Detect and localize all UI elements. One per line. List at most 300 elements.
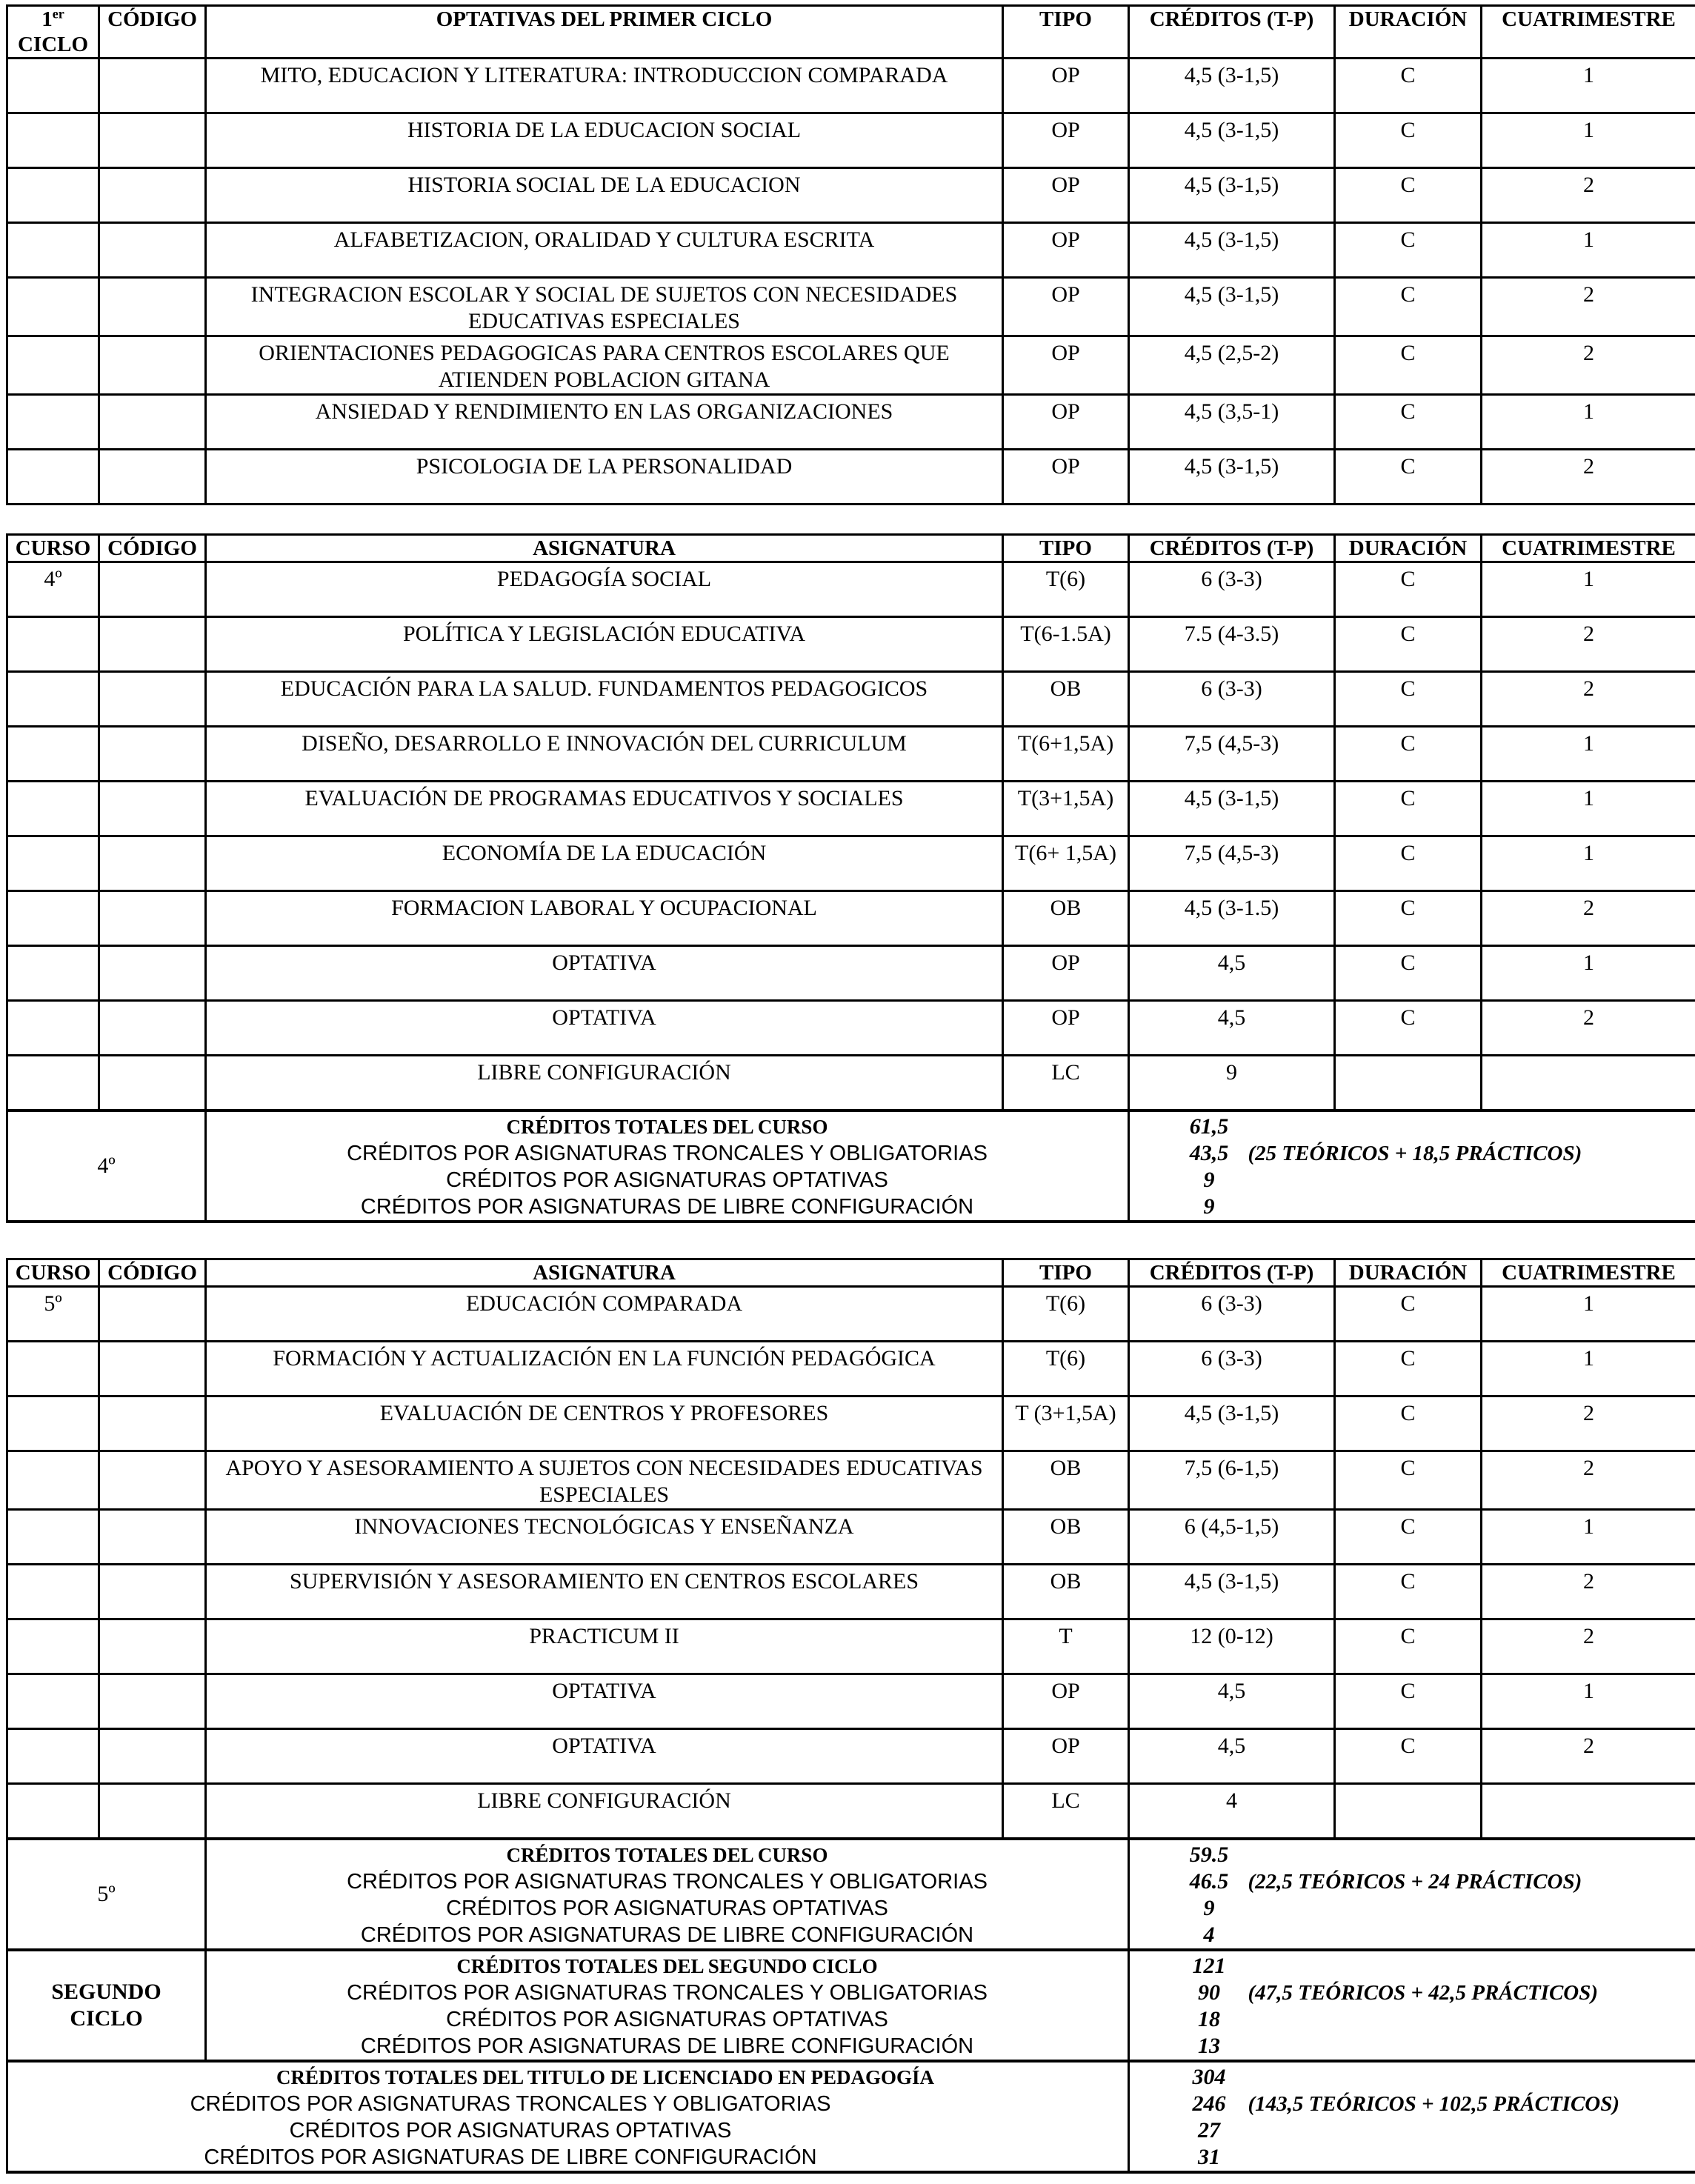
cell-duracion [1335,1056,1482,1111]
summary-lines [206,1839,1129,1950]
summary-label-line2: CICLO [70,2005,143,2031]
cell-curso: 5º [7,1287,99,1342]
cell-codigo [99,1451,206,1510]
table-row [7,1619,1695,1674]
cell-asignatura: MITO, EDUCACION Y LITERATURA: INTRODUCCION COMPARADA [206,59,1003,113]
summary-line-optativas: CRÉDITOS POR ASIGNATURAS OPTATIVAS [289,2118,732,2143]
cell-curso [7,946,99,1001]
summary-values [1129,1839,1695,1950]
table-row [7,113,1695,168]
summary-line-libre: CRÉDITOS POR ASIGNATURAS DE LIBRE CONFIGURACIÓN [360,1922,974,1947]
cell-tipo: LC [1003,1784,1129,1839]
cell-cuatrimestre: 1 [1482,59,1695,113]
cell-codigo [99,1001,206,1056]
cell-asignatura: INTEGRACION ESCOLAR Y SOCIAL DE SUJETOS CON NECESIDADES EDUCATIVAS ESPECIALES [206,278,1003,336]
cell-codigo [99,1784,206,1839]
cell-creditos: 7.5 (4-3.5) [1129,617,1335,672]
cell-codigo [99,450,206,505]
summary-label [7,1950,206,2061]
cell-cuatrimestre: 2 [1482,1451,1695,1510]
cell-creditos: 6 (4,5-1,5) [1129,1510,1335,1565]
cell-duracion: C [1335,1451,1482,1510]
cell-duracion: C [1335,278,1482,336]
cell-duracion: C [1335,336,1482,395]
cell-asignatura: EVALUACIÓN DE PROGRAMAS EDUCATIVOS Y SOCIALES [206,782,1003,836]
cell-codigo [99,782,206,836]
cell-tipo: OP [1003,1729,1129,1784]
cell-tipo: OB [1003,1451,1129,1510]
cell-asignatura: OPTATIVA [206,946,1003,1001]
cuarto-curso-table [6,533,1695,1223]
cell-duracion: C [1335,562,1482,617]
cell-asignatura: LIBRE CONFIGURACIÓN [206,1784,1003,1839]
cell-duracion: C [1335,672,1482,727]
cell-creditos: 4,5 (3-1,5) [1129,278,1335,336]
table-row [7,1342,1695,1396]
table-header-row [7,6,1695,59]
summary-value-optativas: 27 [1198,2117,1220,2143]
cell-tipo: T(6) [1003,1342,1129,1396]
cell-duracion: C [1335,1396,1482,1451]
cell-asignatura: ANSIEDAD Y RENDIMIENTO EN LAS ORGANIZACIONES [206,395,1003,450]
cell-asignatura: FORMACION LABORAL Y OCUPACIONAL [206,891,1003,946]
cell-creditos: 4 [1129,1784,1335,1839]
cell-codigo [99,395,206,450]
table-row [7,836,1695,891]
cell-curso [7,1396,99,1451]
cell-creditos: 4,5 (3-1,5) [1129,223,1335,278]
cell-duracion: C [1335,1674,1482,1729]
summary-line-total: CRÉDITOS TOTALES DEL SEGUNDO CICLO [456,1954,878,1977]
cell-codigo [99,1510,206,1565]
cell-codigo [99,946,206,1001]
cell-curso [7,836,99,891]
cell-curso [7,395,99,450]
summary-line-troncales: CRÉDITOS POR ASIGNATURAS TRONCALES Y OBLIGATORIAS [347,1869,988,1894]
cell-codigo [99,113,206,168]
cell-codigo [99,617,206,672]
cell-creditos: 4,5 (3-1,5) [1129,113,1335,168]
table-row [7,1056,1695,1111]
cell-creditos: 4,5 [1129,1001,1335,1056]
header-asignatura: ASIGNATURA [206,535,1003,562]
cell-tipo: OP [1003,1001,1129,1056]
header-codigo: CÓDIGO [99,1259,206,1287]
cell-tipo: OP [1003,59,1129,113]
summary-value-optativas: 18 [1198,2006,1220,2031]
cell-curso [7,1451,99,1510]
header-creditos: CRÉDITOS (T-P) [1129,535,1335,562]
header-tipo: TIPO [1003,1259,1129,1287]
cell-cuatrimestre: 1 [1482,727,1695,782]
header-duracion: DURACIÓN [1335,6,1482,59]
summary-value-total: 304 [1192,2064,1226,2089]
header-codigo: CÓDIGO [99,6,206,59]
cell-asignatura: ALFABETIZACION, ORALIDAD Y CULTURA ESCRITA [206,223,1003,278]
summary-line-troncales: CRÉDITOS POR ASIGNATURAS TRONCALES Y OBLIGATORIAS [347,1980,988,2005]
cell-cuatrimestre: 1 [1482,562,1695,617]
cell-asignatura: HISTORIA DE LA EDUCACION SOCIAL [206,113,1003,168]
summary-line-libre: CRÉDITOS POR ASIGNATURAS DE LIBRE CONFIGURACIÓN [360,1194,974,1219]
cell-codigo [99,562,206,617]
cell-curso [7,891,99,946]
cell-creditos: 6 (3-3) [1129,1287,1335,1342]
cell-tipo: T(6+1,5A) [1003,727,1129,782]
cell-cuatrimestre: 1 [1482,782,1695,836]
cell-duracion: C [1335,891,1482,946]
cell-codigo [99,223,206,278]
cell-duracion: C [1335,450,1482,505]
cell-asignatura: ORIENTACIONES PEDAGOGICAS PARA CENTROS ESCOLARES QUE ATIENDEN POBLACION GITANA [206,336,1003,395]
cell-codigo [99,1619,206,1674]
table-row [7,1674,1695,1729]
cell-asignatura: PRACTICUM II [206,1619,1003,1674]
table-row [7,168,1695,223]
cell-asignatura: PSICOLOGIA DE LA PERSONALIDAD [206,450,1003,505]
cell-curso [7,782,99,836]
cell-curso [7,1510,99,1565]
table-row [7,1001,1695,1056]
cell-creditos: 6 (3-3) [1129,672,1335,727]
cell-cuatrimestre: 2 [1482,1619,1695,1674]
summary-value-troncales: 46.5 [1189,1868,1229,1894]
cell-duracion: C [1335,1565,1482,1619]
summary-values [1129,2061,1695,2172]
cell-curso [7,450,99,505]
cell-codigo [99,1056,206,1111]
cell-curso [7,168,99,223]
cell-asignatura: OPTATIVA [206,1001,1003,1056]
summary-values [1129,1111,1695,1222]
cell-duracion: C [1335,1287,1482,1342]
table-row [7,727,1695,782]
table-row [7,223,1695,278]
cell-cuatrimestre: 1 [1482,113,1695,168]
header-cuatrimestre: CUATRIMESTRE [1482,1259,1695,1287]
cell-asignatura: ECONOMÍA DE LA EDUCACIÓN [206,836,1003,891]
cell-tipo: OP [1003,395,1129,450]
cell-curso [7,223,99,278]
cell-codigo [99,727,206,782]
summary-line-total: CRÉDITOS TOTALES DEL CURSO [506,1115,828,1138]
summary-lines [206,1950,1129,2061]
cell-cuatrimestre: 2 [1482,891,1695,946]
cell-cuatrimestre: 2 [1482,1001,1695,1056]
cell-creditos: 4,5 [1129,1729,1335,1784]
cell-duracion: C [1335,1001,1482,1056]
cell-tipo: T (3+1,5A) [1003,1396,1129,1451]
cell-tipo: OP [1003,223,1129,278]
cell-codigo [99,168,206,223]
table-row [7,336,1695,395]
cell-codigo [99,672,206,727]
table-row [7,450,1695,505]
cell-cuatrimestre: 1 [1482,395,1695,450]
cell-tipo: T(6+ 1,5A) [1003,836,1129,891]
header-curso: CURSO [7,1259,99,1287]
table-row [7,946,1695,1001]
cell-cuatrimestre: 2 [1482,336,1695,395]
cell-tipo: OB [1003,672,1129,727]
table-header-row [7,535,1695,562]
cell-duracion: C [1335,59,1482,113]
cell-duracion: C [1335,1342,1482,1396]
cell-asignatura: PEDAGOGÍA SOCIAL [206,562,1003,617]
cell-creditos: 7,5 (4,5-3) [1129,727,1335,782]
cell-codigo [99,1565,206,1619]
header-creditos: CRÉDITOS (T-P) [1129,6,1335,59]
cell-tipo: OP [1003,1674,1129,1729]
table-row [7,278,1695,336]
cell-curso [7,1342,99,1396]
cell-asignatura: HISTORIA SOCIAL DE LA EDUCACION [206,168,1003,223]
cell-cuatrimestre: 2 [1482,278,1695,336]
cell-cuatrimestre: 2 [1482,617,1695,672]
quinto-curso-table [6,1258,1695,2174]
cell-cuatrimestre: 1 [1482,946,1695,1001]
table-row [7,617,1695,672]
cell-creditos: 12 (0-12) [1129,1619,1335,1674]
cell-asignatura: OPTATIVA [206,1674,1003,1729]
cell-creditos: 6 (3-3) [1129,1342,1335,1396]
summary-cuarto-curso [7,1111,1695,1222]
cell-asignatura: EVALUACIÓN DE CENTROS Y PROFESORES [206,1396,1003,1451]
summary-label-line1: SEGUNDO [51,1979,161,2004]
optativas-primer-ciclo-table [6,4,1695,505]
cell-curso [7,1674,99,1729]
header-tipo: TIPO [1003,535,1129,562]
cell-curso [7,617,99,672]
summary-line-libre: CRÉDITOS POR ASIGNATURAS DE LIBRE CONFIGURACIÓN [204,2145,817,2169]
summary-label: 5º [7,1839,206,1950]
cell-codigo [99,836,206,891]
cell-tipo: OP [1003,450,1129,505]
cell-creditos: 6 (3-3) [1129,562,1335,617]
cell-duracion: C [1335,1510,1482,1565]
cell-tipo: OB [1003,1510,1129,1565]
header-duracion: DURACIÓN [1335,1259,1482,1287]
table-row [7,395,1695,450]
cell-curso [7,727,99,782]
cell-duracion: C [1335,395,1482,450]
cell-tipo: OP [1003,946,1129,1001]
cell-cuatrimestre: 2 [1482,672,1695,727]
cell-duracion: C [1335,168,1482,223]
cell-asignatura: EDUCACIÓN COMPARADA [206,1287,1003,1342]
table-row [7,562,1695,617]
cell-duracion: C [1335,946,1482,1001]
cell-codigo [99,1729,206,1784]
cell-tipo: T(6) [1003,1287,1129,1342]
header-duracion: DURACIÓN [1335,535,1482,562]
cell-asignatura: FORMACIÓN Y ACTUALIZACIÓN EN LA FUNCIÓN PEDAGÓGICA [206,1342,1003,1396]
cell-asignatura: LIBRE CONFIGURACIÓN [206,1056,1003,1111]
cell-creditos: 7,5 (4,5-3) [1129,836,1335,891]
cell-asignatura: POLÍTICA Y LEGISLACIÓN EDUCATIVA [206,617,1003,672]
cell-creditos: 4,5 [1129,946,1335,1001]
summary-line-optativas: CRÉDITOS POR ASIGNATURAS OPTATIVAS [446,2007,888,2031]
cell-creditos: 9 [1129,1056,1335,1111]
cell-duracion: C [1335,836,1482,891]
cell-curso [7,336,99,395]
cell-codigo [99,278,206,336]
cell-tipo: OB [1003,1565,1129,1619]
cell-curso [7,1056,99,1111]
cell-cuatrimestre: 1 [1482,1342,1695,1396]
cell-tipo: T(6-1.5A) [1003,617,1129,672]
summary-value-troncales: 43,5 [1189,1140,1229,1165]
cell-cuatrimestre [1482,1056,1695,1111]
cell-creditos: 7,5 (6-1,5) [1129,1451,1335,1510]
cell-cuatrimestre [1482,1784,1695,1839]
cell-curso [7,59,99,113]
table-header-row [7,1259,1695,1287]
table-row [7,1784,1695,1839]
cell-duracion: C [1335,113,1482,168]
cell-curso [7,672,99,727]
cell-duracion: C [1335,782,1482,836]
cell-asignatura: EDUCACIÓN PARA LA SALUD. FUNDAMENTOS PEDAGOGICOS [206,672,1003,727]
cell-creditos: 4,5 (3-1,5) [1129,1396,1335,1451]
cell-curso [7,1619,99,1674]
cell-creditos: 4,5 (2,5-2) [1129,336,1335,395]
cell-creditos: 4,5 (3-1,5) [1129,782,1335,836]
summary-line-optativas: CRÉDITOS POR ASIGNATURAS OPTATIVAS [446,1896,888,1920]
cell-creditos: 4,5 (3-1,5) [1129,59,1335,113]
summary-line-total: CRÉDITOS TOTALES DEL TITULO DE LICENCIADO EN PEDAGOGÍA [276,2065,934,2088]
cell-curso: 4º [7,562,99,617]
header-creditos: CRÉDITOS (T-P) [1129,1259,1335,1287]
cell-curso [7,1784,99,1839]
table-row [7,1565,1695,1619]
cell-codigo [99,1342,206,1396]
cell-creditos: 4,5 (3-1,5) [1129,450,1335,505]
cell-creditos: 4,5 (3,5-1) [1129,395,1335,450]
cell-codigo [99,1674,206,1729]
table-row [7,891,1695,946]
summary-value-total: 61,5 [1189,1113,1229,1139]
cell-curso [7,278,99,336]
cell-cuatrimestre: 1 [1482,1510,1695,1565]
cell-cuatrimestre: 2 [1482,1396,1695,1451]
table-row [7,1729,1695,1784]
cell-asignatura: DISEÑO, DESARROLLO E INNOVACIÓN DEL CURRICULUM [206,727,1003,782]
header-cuatrimestre: CUATRIMESTRE [1482,6,1695,59]
cell-duracion: C [1335,1729,1482,1784]
summary-values [1129,1950,1695,2061]
cell-tipo: OP [1003,168,1129,223]
header-asignatura: ASIGNATURA [206,1259,1003,1287]
table-row [7,1510,1695,1565]
cell-codigo [99,1396,206,1451]
summary-line-total: CRÉDITOS TOTALES DEL CURSO [506,1843,828,1866]
cell-cuatrimestre: 1 [1482,836,1695,891]
cell-cuatrimestre: 2 [1482,1729,1695,1784]
summary-line-troncales: CRÉDITOS POR ASIGNATURAS TRONCALES Y OBLIGATORIAS [347,1141,988,1165]
summary-value-libre: 31 [1198,2144,1220,2169]
cell-asignatura: OPTATIVA [206,1729,1003,1784]
cell-cuatrimestre: 1 [1482,223,1695,278]
summary-value-optativas: 9 [1203,1167,1215,1192]
cell-curso [7,113,99,168]
cell-codigo [99,891,206,946]
summary-line-optativas: CRÉDITOS POR ASIGNATURAS OPTATIVAS [446,1168,888,1192]
summary-lines [206,1111,1129,1222]
header-ciclo: 1er CICLO [7,6,99,59]
cell-creditos: 4,5 (3-1,5) [1129,168,1335,223]
cell-asignatura: APOYO Y ASESORAMIENTO A SUJETOS CON NECESIDADES EDUCATIVAS ESPECIALES [206,1451,1003,1510]
table-row [7,782,1695,836]
cell-cuatrimestre: 1 [1482,1674,1695,1729]
summary-note: (143,5 TEÓRICOS + 102,5 PRÁCTICOS) [1248,2091,1620,2116]
header-asignatura: OPTATIVAS DEL PRIMER CICLO [206,6,1003,59]
summary-quinto-curso [7,1839,1695,1950]
cell-cuatrimestre: 2 [1482,1565,1695,1619]
summary-value-libre: 13 [1198,2033,1220,2058]
summary-line-libre: CRÉDITOS POR ASIGNATURAS DE LIBRE CONFIGURACIÓN [360,2034,974,2058]
summary-value-libre: 9 [1203,1193,1215,1219]
cell-curso [7,1729,99,1784]
header-cuatrimestre: CUATRIMESTRE [1482,535,1695,562]
table-row [7,1451,1695,1510]
header-codigo: CÓDIGO [99,535,206,562]
summary-note: (47,5 TEÓRICOS + 42,5 PRÁCTICOS) [1248,1980,1599,2005]
cell-asignatura: INNOVACIONES TECNOLÓGICAS Y ENSEÑANZA [206,1510,1003,1565]
table-row [7,1396,1695,1451]
header-tipo: TIPO [1003,6,1129,59]
cell-cuatrimestre: 1 [1482,1287,1695,1342]
cell-tipo: T(3+1,5A) [1003,782,1129,836]
summary-lines [7,2061,1129,2172]
cell-tipo: T [1003,1619,1129,1674]
cell-tipo: OP [1003,113,1129,168]
summary-segundo-ciclo [7,1950,1695,2061]
summary-value-optativas: 9 [1203,1895,1215,1920]
cell-cuatrimestre: 2 [1482,450,1695,505]
cell-tipo: OP [1003,278,1129,336]
cell-asignatura: SUPERVISIÓN Y ASESORAMIENTO EN CENTROS ESCOLARES [206,1565,1003,1619]
cell-codigo [99,1287,206,1342]
cell-codigo [99,59,206,113]
cell-tipo: OB [1003,891,1129,946]
cell-duracion: C [1335,223,1482,278]
summary-label: 4º [7,1111,206,1222]
summary-value-troncales: 90 [1198,1980,1220,2005]
summary-value-troncales: 246 [1192,2091,1226,2116]
cell-creditos: 4,5 (3-1.5) [1129,891,1335,946]
table-row [7,1287,1695,1342]
cell-duracion: C [1335,617,1482,672]
summary-value-libre: 4 [1203,1922,1215,1947]
cell-duracion: C [1335,1619,1482,1674]
summary-value-total: 59.5 [1189,1842,1229,1867]
summary-note: (25 TEÓRICOS + 18,5 PRÁCTICOS) [1248,1141,1582,1165]
summary-value-total: 121 [1192,1953,1226,1978]
cell-creditos: 4,5 [1129,1674,1335,1729]
header-curso: CURSO [7,535,99,562]
cell-tipo: T(6) [1003,562,1129,617]
table-row [7,59,1695,113]
summary-titulo-licenciado [7,2061,1695,2172]
cell-curso [7,1001,99,1056]
cell-curso [7,1565,99,1619]
cell-codigo [99,336,206,395]
table-row [7,672,1695,727]
cell-duracion: C [1335,727,1482,782]
cell-tipo: OP [1003,336,1129,395]
cell-creditos: 4,5 (3-1,5) [1129,1565,1335,1619]
cell-tipo: LC [1003,1056,1129,1111]
